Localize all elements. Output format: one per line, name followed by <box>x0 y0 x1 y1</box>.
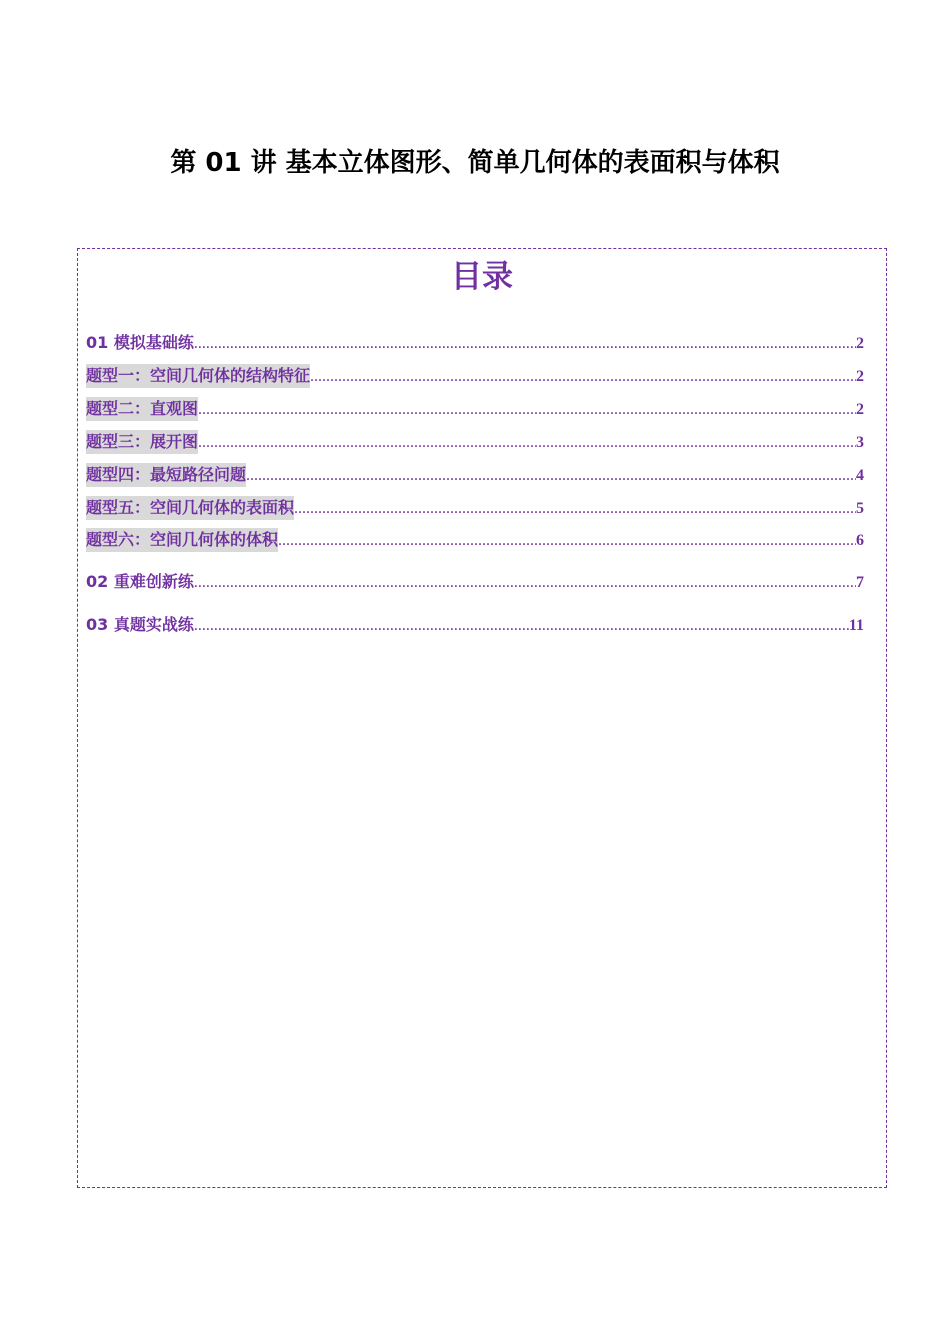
table-of-contents <box>77 248 887 1188</box>
toc-leader-dots <box>194 571 856 595</box>
toc-leader-dots <box>198 431 856 455</box>
toc-entry-label: 题型五：空间几何体的表面积 <box>86 496 294 520</box>
toc-entry-label: 题型六：空间几何体的体积 <box>86 528 278 552</box>
toc-page-number: 6 <box>856 532 864 549</box>
toc-entry-practice-exam[interactable] <box>86 613 864 637</box>
toc-leader-dots <box>198 398 856 422</box>
toc-leader-dots <box>278 529 856 553</box>
toc-leader-dots <box>194 614 849 638</box>
toc-entry-label: 题型四：最短路径问题 <box>86 463 246 487</box>
toc-page-number: 2 <box>856 335 864 352</box>
toc-page-number: 5 <box>856 500 864 517</box>
toc-entry-label: 02 重难创新练 <box>86 572 194 591</box>
toc-entry-type-6[interactable] <box>86 528 864 552</box>
toc-entry-type-5[interactable] <box>86 496 864 520</box>
toc-entry-label: 01 模拟基础练 <box>86 333 194 352</box>
toc-entry-label: 题型一：空间几何体的结构特征 <box>86 364 310 388</box>
toc-entry-type-4[interactable] <box>86 463 864 487</box>
toc-page-number: 7 <box>856 574 864 591</box>
toc-page-number: 4 <box>856 467 864 484</box>
toc-entry-practice-basic[interactable] <box>86 331 864 355</box>
toc-page-number: 11 <box>848 617 864 634</box>
toc-heading: 目录 <box>451 259 513 295</box>
toc-entry-practice-advanced[interactable] <box>86 570 864 594</box>
toc-leader-dots <box>294 497 856 521</box>
toc-entry-label: 题型二：直观图 <box>86 397 198 421</box>
document-title: 第 01 讲 基本立体图形、简单几何体的表面积与体积 <box>170 148 780 178</box>
toc-leader-dots <box>246 464 856 488</box>
toc-entry-type-1[interactable] <box>86 364 864 388</box>
toc-entry-type-2[interactable] <box>86 397 864 421</box>
toc-leader-dots <box>194 332 856 356</box>
toc-entry-type-3[interactable] <box>86 430 864 454</box>
toc-entry-label: 03 真题实战练 <box>86 615 194 634</box>
toc-entry-label: 题型三：展开图 <box>86 430 198 454</box>
toc-page-number: 2 <box>856 368 864 385</box>
toc-page-number: 3 <box>856 434 864 451</box>
toc-page-number: 2 <box>856 401 864 418</box>
toc-leader-dots <box>310 365 856 389</box>
